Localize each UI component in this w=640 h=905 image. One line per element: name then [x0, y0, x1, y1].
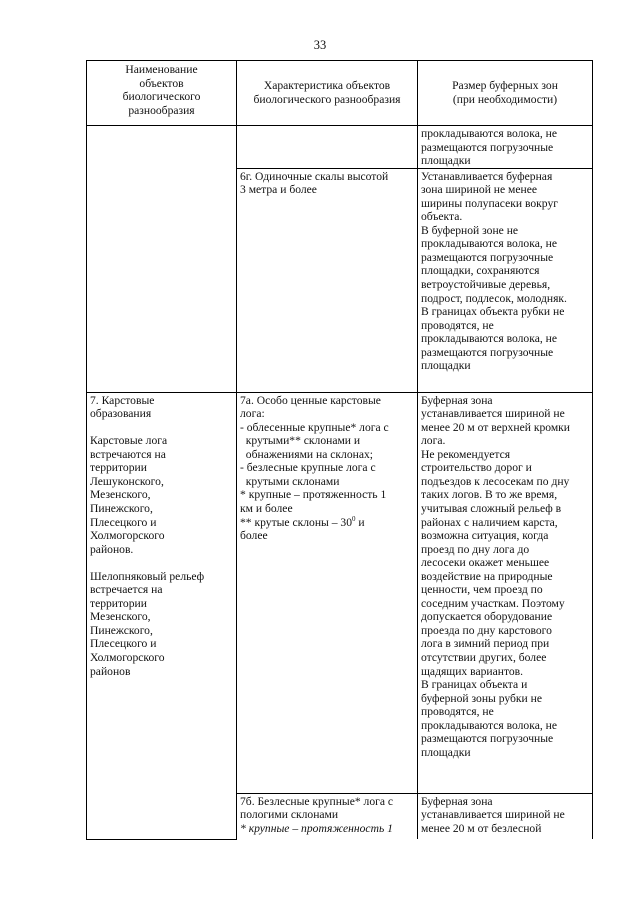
cell-characteristic: 6г. Одиночные скалы высотой 3 метра и более [237, 168, 418, 392]
cell-object-name [87, 126, 237, 169]
header-objects-name: Наименование объектов биологического разнообразия [87, 61, 237, 126]
cell-characteristic: 7б. Безлесные крупные* лога с пологими склонами * крупные – протяженность 1 [237, 793, 418, 839]
steep-slopes-note: ** крутые склоны – $30^0$ и [240, 514, 365, 529]
table-row [87, 126, 593, 169]
cell-characteristic: 7а. Особо ценные карстовые лога: - облесенные крупные* лога с крутыми** склонами и обнажениями на склонах; - безлесные крупные лога с крутыми склонами * крупные – протяженность 1 км и более ** крутые склоны – $30^0$ и более [237, 392, 418, 793]
table-header-row [87, 61, 593, 126]
cell-object-name [87, 168, 237, 392]
buffer-zone-table [86, 60, 593, 840]
page-number: 33 [313, 38, 327, 52]
cell-buffer-size: Буферная зона устанавливается шириной не менее 20 м от верхней кромки лога. Не рекомендуется строительство дорог и подъездов к лесосекам по дну таких логов. В то же время, учитывая сложный рельеф в районах с наличием карста, возможна ситуация, когда проезд по дну лога до лесосеки окажет меньшее воздействие на природные ценности, чем проезд по соседним участкам. Поэтому допускается оборудование проезда по дну карстового лога в зимний период при отсутствии других, более щадящих вариантов. В границах объекта и буферной зоны рубки не проводятся, не прокладываются волока, не размещаются погрузочные площадки [418, 392, 593, 793]
header-objects-characteristic: Характеристика объектов биологического разнообразия [237, 61, 418, 126]
cell-buffer-size: Буферная зона устанавливается шириной не менее 20 м от безлесной [418, 793, 593, 839]
cell-buffer-size: прокладываются волока, не размещаются погрузочные площадки [418, 126, 593, 169]
cell-object-name: 7. Карстовые образования Карстовые лога встречаются на территории Лешуконского, Мезенского, Пинежского, Плесецкого и Холмогорского районов. Шелопняковый рельеф встречается на территории Мезенского, Пинежского, Плесецкого и Холмогорского районов [87, 392, 237, 839]
cell-buffer-size: Устанавливается буферная зона шириной не менее ширины полупасеки вокруг объекта. В буферной зоне не прокладываются волока, не размещаются погрузочные площадки, сохраняются ветроустойчивые деревья, подрост, подлесок, молодняк. В границах объекта рубки не проводятся, не прокладываются волока, не размещаются погрузочные площадки [418, 168, 593, 392]
cell-characteristic [237, 126, 418, 169]
table-row [87, 392, 593, 793]
header-buffer-size: Размер буферных зон (при необходимости) [418, 61, 593, 126]
table-row [87, 168, 593, 392]
